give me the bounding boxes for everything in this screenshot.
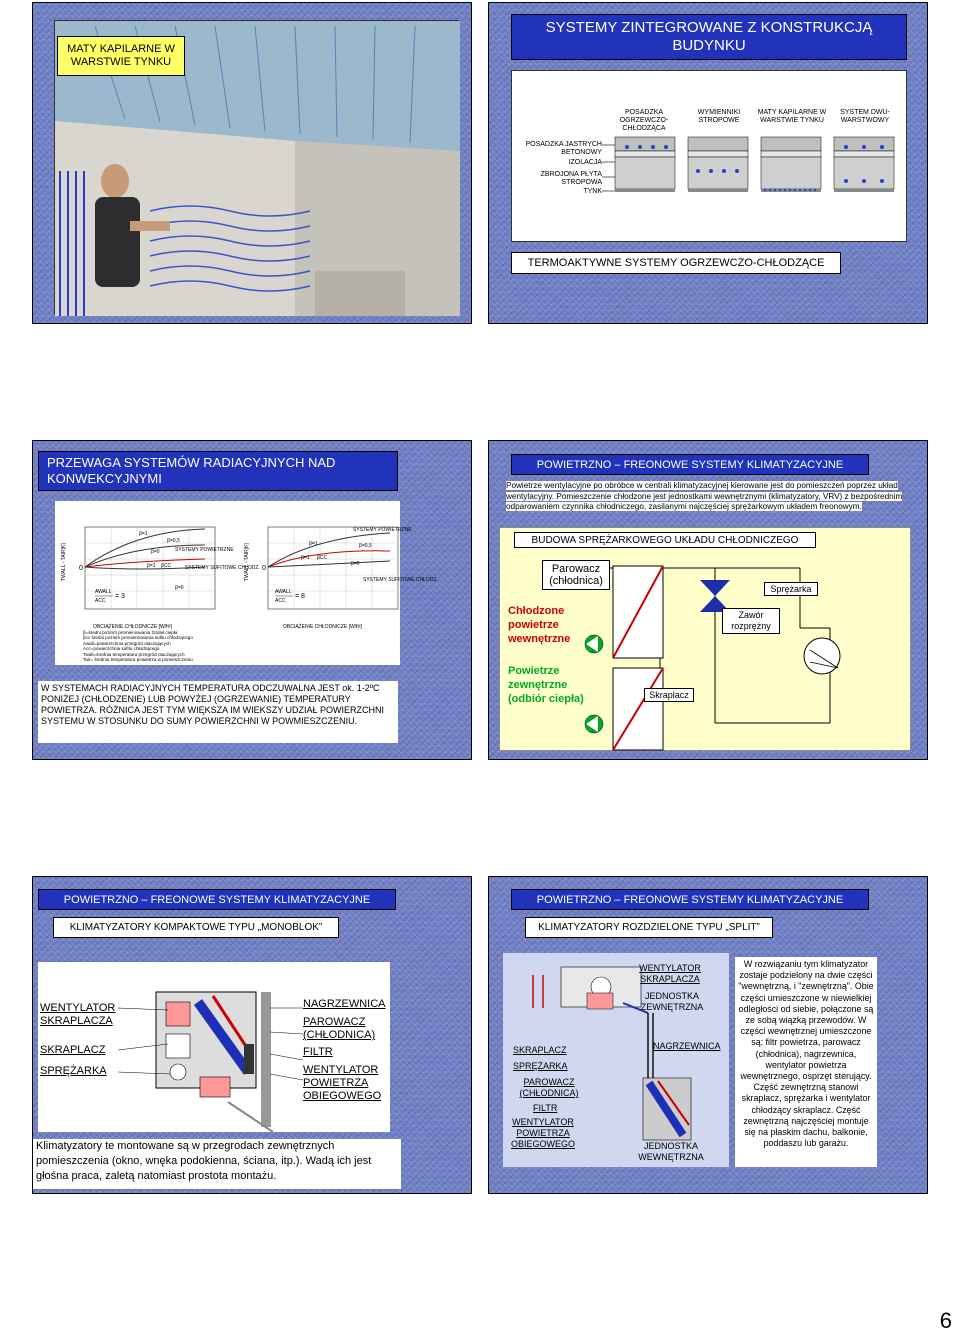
filter-label: FILTR — [303, 1046, 333, 1058]
slide-4 — [488, 440, 928, 760]
slide-5-subtitle: KLIMATYZATORY KOMPAKTOWE TYPU „MONOBLOK” — [53, 917, 339, 938]
slide-6-subtitle: KLIMATYZATORY ROZDZIELONE TYPU „SPLIT” — [525, 917, 773, 938]
radiant-charts-panel — [55, 501, 438, 665]
chart2-ratio-eq: = 8 — [295, 593, 305, 600]
chart2-sys-air: SYSTEMY POWIETRZNE — [353, 527, 412, 533]
chart1-curve-label: β=0 — [175, 585, 184, 591]
chart2-curve-label: β=1 — [309, 541, 318, 547]
slide-6-title: POWIETRZNO – FREONOWE SYSTEMY KLIMATYZACYJNE — [511, 889, 869, 910]
refrigeration-subtitle: BUDOWA SPRĘŻARKOWEGO UKŁADU CHŁODNICZEGO — [514, 532, 816, 548]
split-indoor-unit-label: JEDNOSTKA WEWNĘTRZNA — [638, 1141, 704, 1162]
split-filter-label: FILTR — [533, 1103, 558, 1113]
chart2-zero: 0 — [262, 565, 266, 572]
chart2-curve-label: β=0 — [351, 561, 360, 567]
structure-table-panel — [511, 70, 907, 242]
chart2-ratio-den: ACC — [275, 598, 286, 604]
slide-3-title: PRZEWAGA SYSTEMÓW RADIACYJNYCH NAD KONWEKCYJNYMI — [38, 451, 398, 491]
slide-2-title: SYSTEMY ZINTEGROWANE Z KONSTRUKCJĄ BUDYNKU — [511, 14, 907, 60]
chart1-ratio-num: AWALL — [95, 589, 112, 595]
chart1-curve-label: β=1 — [147, 563, 156, 569]
split-outdoor-unit-label: JEDNOSTKA ZEWNĘTRZNA — [640, 991, 704, 1012]
column-label: MATY KAPILARNE W WARSTWIE TYNKU — [757, 109, 827, 124]
slide-2 — [488, 2, 928, 324]
column-label: SYSTEM DWU-WARSTWOWY — [840, 109, 890, 124]
chart-legend: β=średni poziom promieniowania źródeł ciepła βcc średni poziom promieniowania sufitu chłodzącego Awall=powierzchnia przegród otaczających Acc=powierzchnia sufitu chłodzącego Twall=średnia temperatura przegród otaczających Tair= średnia temperatura powietrza w pomieszczeniu — [83, 630, 193, 663]
chart2-ratio-num: AWALL — [275, 589, 292, 595]
monoblock-diagram — [38, 962, 390, 1132]
evaporator-label: PAROWACZ (CHŁODNICA) — [303, 1016, 376, 1041]
evaporator-label: Parowacz (chłodnica) — [542, 560, 610, 590]
page-number: 6 — [939, 1308, 952, 1333]
heater-label: NAGRZEWNICA — [303, 998, 386, 1010]
condenser-label: Skraplacz — [644, 688, 694, 702]
slide-6-body: W rozwiązaniu tym klimatyzator zostaje podzielony na dwie części "wewnętrzną, i "zewnętrzną". Obie części umieszczone w niewielkiej odległości od siebie, połączone są ze sobą wiązką przewodów. W części wewnętrznej umieszczone są: filtr powietrza, parowacz (chłodnica), nagrzewnica, wentylator powietrza wewnętrznego, osprzęt sterujący. Część zewnętrzną stanowi skraplacz, sprężarka i wentylator chłodzący skraplacz. Część zewnętrzną najczęściej montuje się na płaskim dachu, balkonie, poddaszu lub garażu. — [735, 957, 877, 1167]
slide-1 — [32, 2, 472, 324]
chart2-curve-label: β=1 — [301, 555, 310, 561]
slide-4-title: POWIETRZNO – FREONOWE SYSTEMY KLIMATYZACYJNE — [511, 454, 869, 475]
split-heater-label: NAGRZEWNICA — [653, 1041, 721, 1051]
compressor-label: Sprężarka — [764, 582, 818, 596]
split-circulation-fan-label: WENTYLATOR POWIETRZA OBIEGOWEGO — [510, 1117, 575, 1149]
slide-5-title: POWIETRZNO – FREONOWE SYSTEMY KLIMATYZACYJNE — [38, 889, 396, 910]
split-condenser-label: SKRAPLACZ — [513, 1045, 567, 1055]
slide-4-intro: Powietrze wentylacyjne po obróbce w centrali klimatyzacyjnej kierowane jest do pomieszczeń poprzez układ wentylacyjny. Pomieszczenie chłodzone jest jednostkami wewnętrznymi (klimatyzatory, VRV) z bezpośrednim odparowaniem czynnika chłodniczego, zasilanymi najczęściej sprężarkowym układem freonowym. — [506, 481, 903, 511]
chart1-zero: 0 — [79, 565, 83, 572]
refrigeration-diagram — [499, 527, 911, 751]
layer-label: IZOLACJA — [568, 159, 602, 166]
split-evaporator-label: PAROWACZ (CHŁODNICA) — [519, 1077, 579, 1098]
compressor-label: SPRĘŻARKA — [40, 1065, 107, 1077]
slide-6 — [488, 876, 928, 1194]
column-label: WYMIENNIKI STROPOWE — [697, 109, 741, 124]
chart1-curve-label: β=0 — [151, 549, 160, 555]
chart1-xlabel: OBCIĄŻENIE CHŁODNICZE [W/ft²] — [93, 624, 172, 630]
chart1-ratio-den: ACC — [95, 598, 106, 604]
slide-5 — [32, 876, 472, 1194]
condenser-fan-label: WENTYLATOR SKRAPLACZA — [40, 1002, 116, 1027]
circulation-fan-label: WENTYLATOR POWIETRZA OBIEGOWEGO — [303, 1064, 382, 1102]
expansion-valve-label: Zawór rozprężny — [722, 608, 780, 634]
chart1-curve-label: β=1 — [139, 531, 148, 537]
chart2-curve-label: β=0,5 — [359, 543, 372, 549]
layer-label: ZBROJONA PŁYTA STROPOWA — [540, 171, 602, 186]
chart2-xlabel: OBCIĄŻENIE CHŁODNICZE [W/ft²] — [283, 624, 362, 630]
chart2-ylabel: TWALL - TAIR[K] — [244, 543, 250, 581]
slide-2-subtitle: TERMOAKTYWNE SYSTEMY OGRZEWCZO-CHŁODZĄCE — [511, 252, 841, 274]
chart1-curve-label: β=0,5 — [167, 538, 180, 544]
slab-sections — [512, 71, 908, 243]
chart1-ylabel: TWALL - TAIR[K] — [61, 543, 67, 581]
slide-5-body: Klimatyzatory te montowane są w przegrodach zewnętrznych pomieszczenia (okno, wnęka podokienna, ściana, itp.). Wadą ich jest głośna praca, zaletą natomiast prostota montażu. — [33, 1139, 401, 1189]
outdoor-air-label: Powietrze zewnętrzne (odbiór ciepła) — [508, 665, 584, 705]
cooled-air-label: Chłodzone powietrze wewnętrzne — [508, 605, 571, 645]
condenser-label: SKRAPLACZ — [40, 1044, 106, 1056]
layer-label: TYNK — [583, 188, 602, 195]
chart1-curve-label: βCC — [161, 563, 172, 569]
chart1-sys-air: SYSTEMY POWIETRZNE — [175, 547, 234, 553]
chart2-sys-ceiling: SYSTEMY SUFITOWE CHŁODZ. — [363, 577, 438, 583]
layer-label: POSADZKA JASTRYCH BETONOWY — [525, 141, 602, 156]
chart1-ratio-eq: = 3 — [115, 593, 125, 600]
split-condenser-fan-label: WENTYLATOR SKRAPLACZA — [639, 963, 701, 984]
chart1-sys-ceiling: SYSTEMY SUFITOWE CHŁODZ. — [185, 565, 260, 571]
split-diagram — [503, 953, 729, 1167]
chart2-curve-label: βCC — [317, 555, 328, 561]
slide-3 — [32, 440, 472, 760]
slide-1-title: MATY KAPILARNE W WARSTWIE TYNKU — [57, 36, 185, 76]
column-label: POSADZKA OGRZEWCZO-CHŁODZĄCA — [619, 109, 669, 132]
split-compressor-label: SPRĘŻARKA — [513, 1061, 568, 1071]
slide-3-body: W SYSTEMACH RADIACYJNYCH TEMPERATURA ODCZUWALNA JEST ok. 1-2ºC PONIŻEJ (CHŁODZENIE) LUB POWYŻEJ (OGRZEWANIE) TEMPERATURY POWIETRZA. RÓŻNICA JEST TYM WIĘKSZA IM WIEKSZY UDZIAŁ POWIERZCHNI SYSTEMU W STOSUNKU DO SUMY POWIERZCHNI W POWMIESZCZENIU. — [38, 681, 398, 743]
